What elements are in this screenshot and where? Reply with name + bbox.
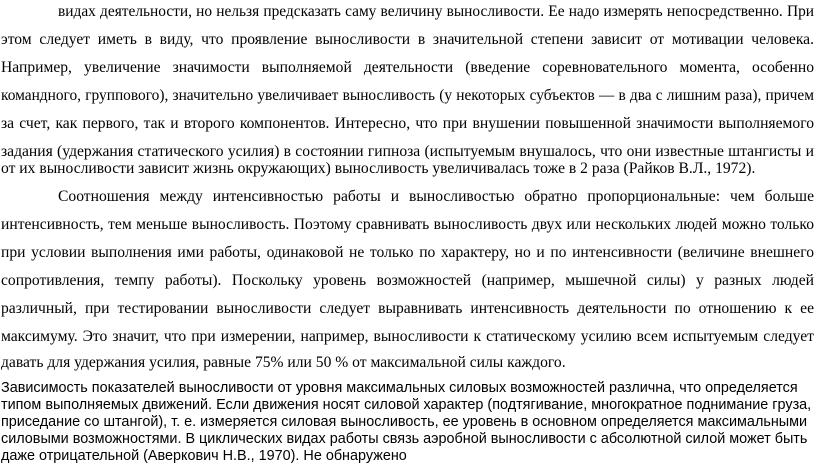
paragraph-2-line: интенсивность, тем меньше выносливость. Поэтому сравнивать выносливость двух или нескольких людей можно только (1, 216, 814, 233)
paragraph-1-line: за счет, как первого, так и второго компонентов. Интересно, что при внушении повышенной значимости выполняемого (1, 115, 814, 132)
paragraph-1-line: командного, группового), значительно увеличивает выносливость (у некоторых субъектов — в два с лишним раза), причем (1, 87, 814, 104)
paragraph-1-line: Например, увеличение значимости выполняемой деятельности (введение соревновательного момента, особенно (1, 59, 814, 76)
paragraph-2-line: различный, при тестировании выносливости следует выравнивать интенсивность деятельности по отношению к ее (1, 300, 814, 317)
paragraph-1-line: этом следует иметь в виду, что проявление выносливости в значительной степени зависит от мотивации человека. (1, 31, 814, 48)
paragraph-3-line: силовыми возможностями. В циклических видах работы связь аэробной выносливости с абсолютной силой может быть (1, 431, 808, 447)
paragraph-3-line: типом выполняемых движений. Если движения носят силовой характер (подтягивание, многократное поднимание груза, (1, 397, 812, 413)
paragraph-2-line: сопротивления, темпу работы). Поскольку уровень возможностей (например, мышечной силы) у разных людей (1, 272, 814, 289)
paragraph-2-line: давать для удержания усилия, равные 75% или 50 % от максимальной силы каждого. (1, 354, 566, 371)
paragraph-3-line: Зависимость показателей выносливости от уровня максимальных силовых возможностей различна, что определяется (1, 380, 798, 396)
paragraph-3-line: даже отрицательной (Аверкович Н.В., 1970). Не обнаружено (1, 448, 407, 464)
paragraph-1-line: задания (удержания статического усилия) в состоянии гипноза (испытуемым внушалось, что они известные штангисты и (1, 143, 814, 160)
paragraph-2-line: Соотношения между интенсивностью работы и выносливостью обратно пропорциональные: чем больше (58, 188, 814, 205)
paragraph-2-line: максимуму. Это значит, что при измерении, например, выносливости к статическому усилию всем испытуемым следует (1, 328, 814, 345)
paragraph-1-line: от их выносливости зависит жизнь окружающих) выносливость увеличивалась тоже в 2 раза (Райков В.Л., 1972). (1, 160, 756, 177)
paragraph-1-line: видах деятельности, но нельзя предсказать саму величину выносливости. Ее надо измерять непосредственно. При (58, 3, 814, 20)
paragraph-2-line: при условии выполнения ими работы, одинаковой не только по характеру, но и по интенсивности (величине внешнего (1, 244, 814, 261)
paragraph-3-line: приседание со штангой), т. е. измеряется силовая выносливость, ее уровень в основном определяется максимальными (1, 414, 808, 430)
